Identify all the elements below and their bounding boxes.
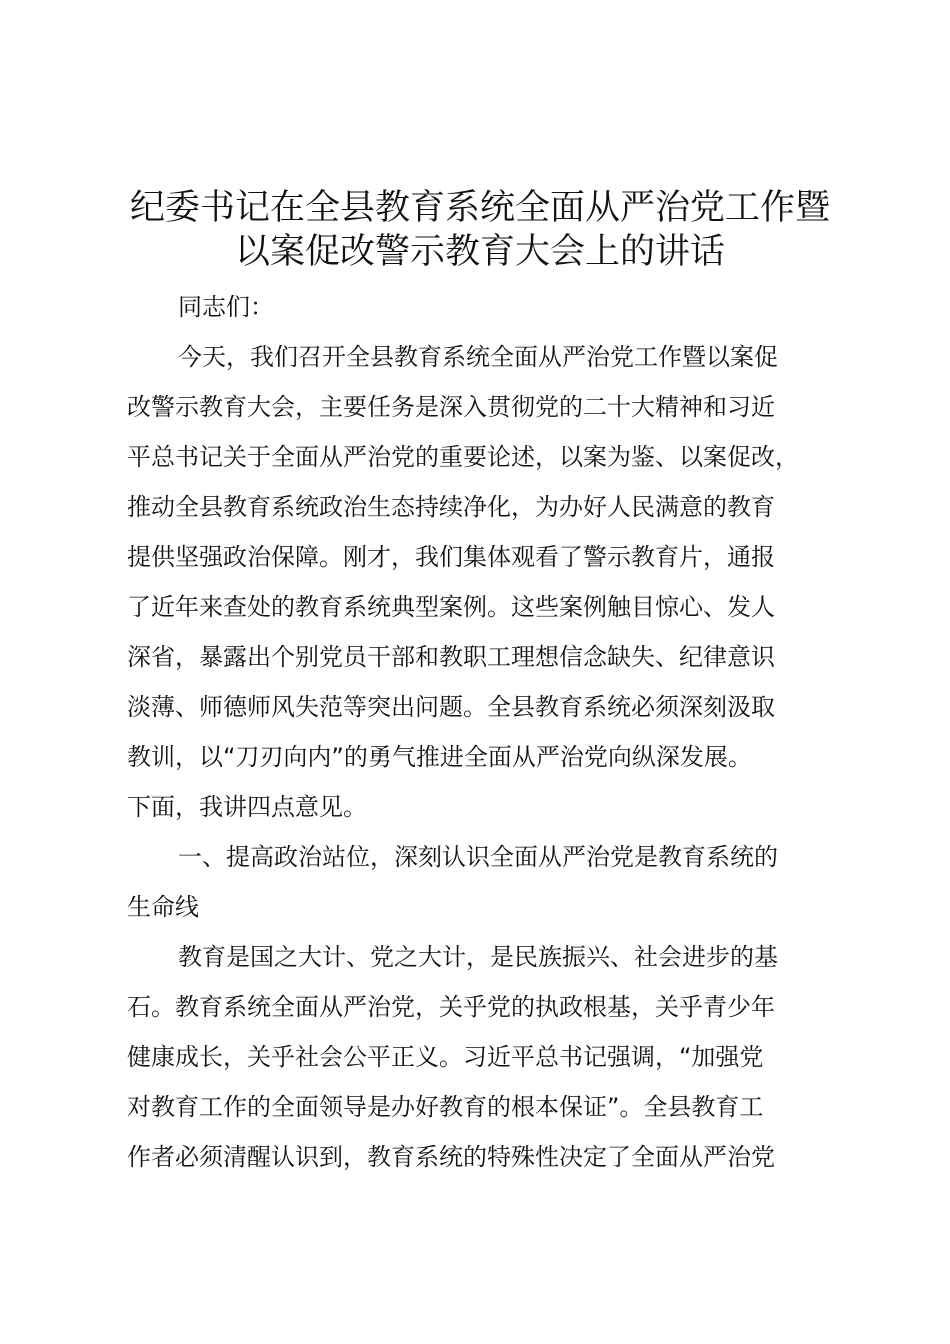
document-body <box>127 282 833 1182</box>
paragraph-section-1 <box>127 932 833 1182</box>
paragraph-line: 了近年来查处的教育系统典型案例。这些案例触目惊心、发人 <box>127 593 775 621</box>
paragraph-line: 教育是国之大计、党之大计，是民族振兴、社会进步的基 <box>178 943 778 971</box>
paragraph-line: 提供坚强政治保障。刚才，我们集体观看了警示教育片，通报 <box>127 543 775 571</box>
paragraph-line: 教训，以“刀刃向内”的勇气推进全面从严治党向纵深发展。 <box>127 743 752 771</box>
paragraph-line: 作者必须清醒认识到，教育系统的特殊性决定了全面从严治党 <box>127 1143 775 1171</box>
paragraph-line: 今天，我们召开全县教育系统全面从严治党工作暨以案促 <box>178 343 778 371</box>
paragraph-intro <box>127 332 833 832</box>
paragraph-line: 平总书记关于全面从严治党的重要论述，以案为鉴、以案促改， <box>127 443 799 471</box>
heading-line: 一、提高政治站位，深刻认识全面从严治党是教育系统的 <box>178 843 778 871</box>
paragraph-line: 下面，我讲四点意见。 <box>127 793 367 821</box>
section-heading-1 <box>127 832 833 932</box>
paragraph-line: 石。教育系统全面从严治党，关乎党的执政根基，关乎青少年 <box>127 993 775 1021</box>
paragraph-line: 淡薄、师德师风失范等突出问题。全县教育系统必须深刻汲取 <box>127 693 775 721</box>
paragraph-line: 对教育工作的全面领导是办好教育的根本保证”。全县教育工 <box>127 1093 764 1121</box>
salutation: 同志们： <box>178 293 274 321</box>
paragraph-line: 健康成长，关乎社会公平正义。习近平总书记强调，“加强党 <box>127 1043 764 1071</box>
document-title <box>127 186 833 274</box>
heading-line: 生命线 <box>127 893 199 921</box>
title-line-2: 以案促改警示教育大会上的讲话 <box>234 232 725 272</box>
paragraph-line: 推动全县教育系统政治生态持续净化，为办好人民满意的教育 <box>127 493 775 521</box>
paragraph-line: 改警示教育大会，主要任务是深入贯彻党的二十大精神和习近 <box>127 393 775 421</box>
title-line-1: 纪委书记在全县教育系统全面从严治党工作暨 <box>129 188 830 228</box>
paragraph-line: 深省，暴露出个别党员干部和教职工理想信念缺失、纪律意识 <box>127 643 775 671</box>
